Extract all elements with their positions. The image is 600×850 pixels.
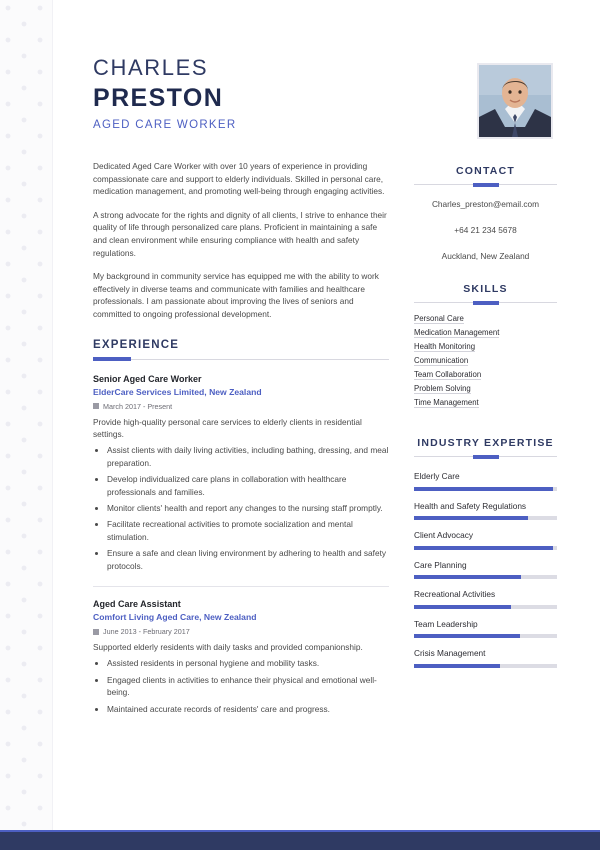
calendar-icon xyxy=(93,629,99,635)
expertise-item xyxy=(414,560,557,580)
experience-entry xyxy=(93,374,389,572)
job-date xyxy=(93,627,389,636)
section-divider xyxy=(93,359,389,360)
job-date xyxy=(93,402,389,411)
expertise-item xyxy=(414,501,557,521)
first-name: CHARLES xyxy=(93,55,209,80)
skill-label: Personal Care xyxy=(414,314,464,323)
expertise-bar-fill xyxy=(414,605,511,609)
section-divider xyxy=(414,456,557,457)
expertise-item xyxy=(414,648,557,668)
experience-entry xyxy=(93,599,389,715)
job-company: Comfort Living Aged Care, New Zealand xyxy=(93,612,257,622)
expertise-bar-track xyxy=(414,575,557,579)
calendar-icon xyxy=(93,403,99,409)
professional-summary xyxy=(93,160,389,321)
expertise-item xyxy=(414,619,557,639)
left-column xyxy=(93,160,389,729)
expertise-bar-fill xyxy=(414,575,521,579)
expertise-bar-track xyxy=(414,605,557,609)
job-description: Provide high-quality personal care services to elderly clients in residential settings. xyxy=(93,416,362,439)
expertise-bar-track xyxy=(414,664,557,668)
expertise-label: Team Leadership xyxy=(414,618,478,629)
job-bullet: • Monitor clients' health and report any changes to the nursing staff promptly. xyxy=(107,502,389,514)
skill-label: Medication Management xyxy=(414,328,500,337)
job-role: Aged Care Assistant xyxy=(93,599,181,609)
decorative-pattern-strip xyxy=(0,0,53,850)
skill-label: Problem Solving xyxy=(414,384,471,393)
contact-phone[interactable]: +64 21 234 5678 xyxy=(454,225,517,235)
job-bullet: • Develop individualized care plans in collaboration with healthcare professionals and families. xyxy=(107,473,389,498)
expertise-label: Crisis Management xyxy=(414,648,486,658)
right-column xyxy=(414,165,557,678)
expertise-bar-fill xyxy=(414,664,500,668)
job-description: Supported elderly residents with daily tasks and provided companionship. xyxy=(93,642,363,652)
expertise-label: Care Planning xyxy=(414,559,467,570)
job-bullet: • Maintained accurate records of residents' care and progress. xyxy=(107,703,389,715)
expertise-label: Recreational Activities xyxy=(414,589,496,599)
skills-section-title: SKILLS xyxy=(463,283,508,295)
summary-paragraph: My background in community service has equipped me with the ability to work effectively in diverse teams and communicate with families and healthcare professionals. I am passionate about improving the lives of seniors and committed to ongoing professional development. xyxy=(93,271,379,319)
expertise-bar-fill xyxy=(414,487,553,491)
expertise-bar-fill xyxy=(414,546,553,550)
skill-item xyxy=(414,398,557,415)
expertise-bar-track xyxy=(414,546,557,550)
skill-label: Communication xyxy=(414,356,469,365)
job-bullet: • Engaged clients in activities to enhance their physical and emotional well-being. xyxy=(107,674,389,699)
summary-paragraph: A strong advocate for the rights and dignity of all clients, I strive to enhance their quality of life through personalized care plans. Proficient in maintaining a safe and clean environment while ensuring compliance with health and safety regulations. xyxy=(93,209,387,258)
last-name: PRESTON xyxy=(93,84,224,112)
expertise-label: Elderly Care xyxy=(414,471,460,481)
expertise-label: Health and Safety Regulations xyxy=(414,500,527,511)
skill-label: Team Collaboration xyxy=(414,370,482,379)
job-date-text: June 2013 - February 2017 xyxy=(103,627,190,636)
expertise-bar-track xyxy=(414,487,557,491)
portrait-illustration xyxy=(479,65,551,137)
job-company: ElderCare Services Limited, New Zealand xyxy=(93,386,262,397)
expertise-item xyxy=(414,589,557,609)
summary-paragraph: Dedicated Aged Care Worker with over 10 years of experience in providing compassionate care and support to elderly individuals. Skilled in personal care, medication management, and promoting well-being through engaging activities. xyxy=(93,161,385,197)
footer-bar xyxy=(0,832,600,850)
contact-section-title: CONTACT xyxy=(456,165,515,177)
expertise-item xyxy=(414,471,557,491)
contact-email[interactable]: Charles_preston@email.com xyxy=(431,199,540,209)
expertise-bar-fill xyxy=(414,634,520,638)
profile-photo xyxy=(477,63,553,139)
expertise-bar-track xyxy=(414,634,557,638)
job-bullet: • Assist clients with daily living activities, including bathing, dressing, and meal preparation. xyxy=(107,444,389,469)
expertise-item xyxy=(414,530,557,550)
job-bullet: • Assisted residents in personal hygiene and mobility tasks. xyxy=(107,657,389,669)
job-date-text: March 2017 - Present xyxy=(103,401,173,411)
section-divider xyxy=(414,184,557,185)
job-bullet-list xyxy=(93,444,389,572)
entry-divider xyxy=(93,586,389,587)
industry-expertise-section-title: INDUSTRY EXPERTISE xyxy=(417,437,554,449)
job-bullet: • Facilitate recreational activities to promote socialization and mental stimulation. xyxy=(107,518,389,543)
expertise-bar-track xyxy=(414,516,557,520)
skill-label: Time Management xyxy=(414,398,479,407)
expertise-bar-fill xyxy=(414,516,528,520)
contact-location: Auckland, New Zealand xyxy=(441,251,530,261)
expertise-label: Client Advocacy xyxy=(414,530,474,540)
job-bullet: • Ensure a safe and clean living environment by adhering to health and safety protocols. xyxy=(107,547,389,572)
experience-section-title: EXPERIENCE xyxy=(93,338,180,351)
section-divider xyxy=(414,302,557,303)
skill-label: Health Monitoring xyxy=(414,342,476,351)
job-bullet-list xyxy=(93,657,389,715)
job-title: AGED CARE WORKER xyxy=(93,119,237,131)
job-role: Senior Aged Care Worker xyxy=(93,373,202,384)
